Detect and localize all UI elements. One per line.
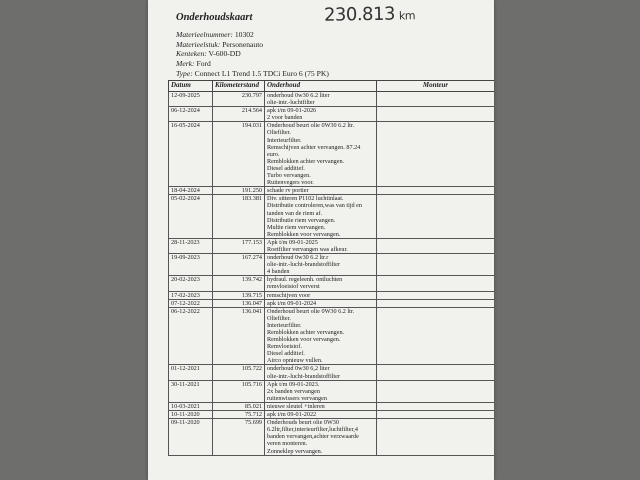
kenteken-value: V-600-DD bbox=[208, 49, 241, 59]
row-kilometerstand: 214.564 bbox=[213, 107, 265, 122]
materieelstuk-label: Materieelstuk: bbox=[176, 39, 221, 49]
onderhoud-line: Distributie controleren,was van tijd en bbox=[267, 202, 363, 210]
onderhoud-line: apk t/m 09-01-2022 bbox=[267, 411, 317, 419]
onderhoud-line: Apk t/m 09-01-2023. bbox=[267, 380, 320, 388]
onderhoud-line: 4 banden bbox=[267, 268, 290, 276]
row-monteur bbox=[377, 187, 495, 195]
onderhoud-line: 2 voor banden bbox=[267, 114, 303, 122]
row-onderhoud bbox=[265, 254, 377, 276]
row-onderhoud bbox=[265, 92, 377, 107]
type-value: Connect L1 Trend 1.5 TDCi Euro 6 (75 PK) bbox=[194, 68, 329, 78]
merk-row bbox=[176, 59, 329, 69]
row-date: 18-04-2024 bbox=[169, 187, 213, 195]
row-monteur bbox=[377, 365, 495, 380]
row-onderhoud bbox=[265, 187, 377, 195]
row-onderhoud bbox=[265, 107, 377, 122]
onderhoud-line: remschijven voor bbox=[267, 291, 311, 299]
table-row bbox=[169, 195, 495, 239]
table-row bbox=[169, 380, 495, 402]
row-onderhoud bbox=[265, 365, 377, 380]
row-kilometerstand: 105.716 bbox=[213, 380, 265, 402]
row-date: 06-12-2022 bbox=[169, 307, 213, 365]
table-row bbox=[169, 299, 495, 307]
row-kilometerstand: 75.712 bbox=[213, 411, 265, 419]
row-kilometerstand: 85.021 bbox=[213, 402, 265, 410]
onderhoud-line: Roetfilter vervangen was afkeur. bbox=[267, 245, 348, 253]
row-onderhoud bbox=[265, 238, 377, 253]
onderhoud-line: schade rv portier bbox=[267, 187, 309, 195]
onderhoud-line: euro. bbox=[267, 150, 280, 158]
onderhoud-line: olie-intr.-lucht-brandstoffilter bbox=[267, 261, 340, 269]
row-kilometerstand: 136.041 bbox=[213, 307, 265, 365]
kenteken-label: Kenteken: bbox=[176, 49, 207, 59]
table-header-row bbox=[169, 81, 495, 92]
onderhoud-line: hydraul. regeleenh. ontluchten bbox=[267, 276, 343, 284]
materieelnummer-value: 10302 bbox=[234, 30, 254, 39]
onderhoud-line: Ruitenvegers voor. bbox=[267, 179, 314, 187]
onderhoud-line: Turbo vervangen. bbox=[267, 172, 311, 180]
onderhoud-line: Remblokken achter vervangen. bbox=[267, 329, 345, 336]
table-row bbox=[169, 187, 495, 195]
row-date: 10-11-2020 bbox=[169, 411, 213, 419]
row-date: 17-02-2023 bbox=[169, 291, 213, 299]
onderhoud-line: remvloeistof ververst bbox=[267, 283, 320, 291]
row-monteur bbox=[377, 195, 495, 239]
onderhoud-line: Distributie riem vervangen. bbox=[267, 216, 336, 224]
row-date: 06-12-2024 bbox=[169, 107, 213, 122]
materieelnummer-row bbox=[176, 30, 329, 40]
merk-label: Merk: bbox=[176, 59, 195, 69]
onderhoud-line: Diesel additief. bbox=[267, 350, 305, 358]
row-kilometerstand: 139.715 bbox=[213, 291, 265, 299]
row-kilometerstand: 194.031 bbox=[213, 122, 265, 187]
row-onderhoud bbox=[265, 307, 377, 365]
row-date: 01-12-2021 bbox=[169, 365, 213, 380]
row-date: 07-12-2022 bbox=[169, 299, 213, 307]
materieelstuk-value: Personenauto bbox=[222, 39, 264, 49]
header-kilometerstand: Kilometerstand bbox=[213, 81, 265, 92]
row-onderhoud bbox=[265, 419, 377, 455]
row-monteur bbox=[377, 419, 495, 455]
materieelnummer-label: Materieelnummer: bbox=[176, 30, 233, 39]
onderhoud-line: Onderhoud beurt olie 0W30 6.2 ltr. bbox=[267, 122, 355, 130]
row-onderhoud bbox=[265, 195, 377, 239]
onderhoud-line: Remblokken voor vervangen. bbox=[267, 230, 341, 238]
row-monteur bbox=[377, 238, 495, 253]
header-monteur: Monteur bbox=[377, 81, 495, 92]
onderhoud-line: Oliefilter. bbox=[267, 129, 291, 137]
row-kilometerstand: 75.699 bbox=[213, 419, 265, 455]
onderhoud-line: olie-intr.-luchtfilter bbox=[267, 99, 315, 107]
onderhoud-line: banden vervangen,achter verzwaarde bbox=[267, 433, 359, 441]
row-monteur bbox=[377, 122, 495, 187]
row-date: 10-03-2021 bbox=[169, 402, 213, 410]
onderhoud-line: 2x banden vervangen bbox=[267, 387, 320, 395]
merk-value: Ford bbox=[196, 59, 211, 69]
row-onderhoud bbox=[265, 402, 377, 410]
table-row bbox=[169, 402, 495, 410]
row-date: 12-09-2025 bbox=[169, 92, 213, 107]
table-row bbox=[169, 419, 495, 455]
onderhoud-line: Zonneklep vervangen. bbox=[267, 447, 323, 455]
table-row bbox=[169, 238, 495, 253]
onderhoud-line: Apk t/m 09-01-2025 bbox=[267, 238, 318, 246]
type-row bbox=[176, 69, 329, 79]
document-title: Onderhoudskaart bbox=[176, 12, 253, 23]
header-datum: Datum bbox=[169, 81, 213, 92]
row-monteur bbox=[377, 291, 495, 299]
onderhoud-line: 6.2ltr,filter,interieurfilter,luchtfilter,4 bbox=[267, 426, 358, 434]
row-monteur bbox=[377, 299, 495, 307]
row-onderhoud bbox=[265, 299, 377, 307]
row-onderhoud bbox=[265, 122, 377, 187]
onderhoud-line: onderhoud 0w30 6.2 ltr.r bbox=[267, 254, 329, 262]
row-monteur bbox=[377, 92, 495, 107]
row-kilometerstand: 139.742 bbox=[213, 276, 265, 291]
onderhoud-line: Remblokken voor vervangen. bbox=[267, 336, 341, 344]
table-row bbox=[169, 291, 495, 299]
row-date: 16-05-2024 bbox=[169, 122, 213, 187]
row-monteur bbox=[377, 402, 495, 410]
row-kilometerstand: 183.381 bbox=[213, 195, 265, 239]
onderhoud-line: Onderhoud beurt olie 0W30 6.2 ltr. bbox=[267, 307, 355, 315]
vehicle-details bbox=[176, 30, 329, 79]
onderhoud-line: ruitenwissers vervangen bbox=[267, 394, 327, 402]
header-onderhoud: Onderhoud bbox=[265, 81, 377, 92]
row-monteur bbox=[377, 107, 495, 122]
table-row bbox=[169, 122, 495, 187]
table-row bbox=[169, 411, 495, 419]
handwritten-km-value: 230.813 bbox=[323, 3, 396, 26]
type-label: Type: bbox=[176, 68, 193, 78]
maintenance-log-body bbox=[169, 92, 495, 456]
onderhoud-line: tanden van de riem af. bbox=[267, 209, 323, 217]
table-row bbox=[169, 254, 495, 276]
row-monteur bbox=[377, 411, 495, 419]
row-monteur bbox=[377, 380, 495, 402]
onderhoud-line: Multie riem vervangen. bbox=[267, 223, 326, 231]
row-onderhoud bbox=[265, 291, 377, 299]
handwritten-odometer-note bbox=[324, 3, 415, 26]
row-date: 28-11-2023 bbox=[169, 238, 213, 253]
row-kilometerstand: 177.153 bbox=[213, 238, 265, 253]
table-row bbox=[169, 307, 495, 365]
table-row bbox=[169, 365, 495, 380]
row-kilometerstand: 191.250 bbox=[213, 187, 265, 195]
onderhoud-line: Remblokken achter vervangen. bbox=[267, 157, 345, 165]
row-date: 20-02-2023 bbox=[169, 276, 213, 291]
row-date: 19-09-2023 bbox=[169, 254, 213, 276]
kenteken-row bbox=[176, 49, 329, 59]
row-kilometerstand: 136.047 bbox=[213, 299, 265, 307]
row-monteur bbox=[377, 254, 495, 276]
materieelstuk-row bbox=[176, 40, 329, 50]
onderhoud-line: onderhoud 0w30 6.2 liter bbox=[267, 92, 330, 99]
maintenance-log-table bbox=[168, 80, 494, 456]
onderhoud-line: veren monteren. bbox=[267, 440, 308, 448]
row-kilometerstand: 167.274 bbox=[213, 254, 265, 276]
row-date: 30-11-2021 bbox=[169, 380, 213, 402]
row-monteur bbox=[377, 307, 495, 365]
table-row bbox=[169, 276, 495, 291]
table-row bbox=[169, 107, 495, 122]
onderhoud-line: onderhoud 0w30 6,2 liter bbox=[267, 365, 330, 373]
onderhoud-line: Onderhouds beurt olie 0W30 bbox=[267, 419, 339, 427]
onderhoud-line: Interieurfilter. bbox=[267, 136, 302, 144]
row-onderhoud bbox=[265, 411, 377, 419]
row-onderhoud bbox=[265, 380, 377, 402]
row-kilometerstand: 230.797 bbox=[213, 92, 265, 107]
onderhoud-line: nieuwe sleutel +inleren bbox=[267, 402, 325, 410]
onderhoud-line: Airco opnieuw vullen. bbox=[267, 357, 323, 365]
onderhoud-line: Remvloeistof. bbox=[267, 343, 302, 351]
row-monteur bbox=[377, 276, 495, 291]
onderhoud-line: apk t/m 09-01-2026 bbox=[267, 107, 317, 115]
onderhoud-line: Interieurfilter. bbox=[267, 321, 302, 329]
onderhoud-line: apk t/m 09-01-2024 bbox=[267, 299, 317, 307]
handwritten-km-unit: km bbox=[398, 9, 416, 23]
onderhoud-line: Div. sitteren P1102 luchtinlaat. bbox=[267, 195, 344, 203]
onderhoud-line: Remschijven achter vervangen. 87.24 bbox=[267, 143, 361, 151]
row-date: 09-11-2020 bbox=[169, 419, 213, 455]
row-kilometerstand: 105.722 bbox=[213, 365, 265, 380]
onderhoud-line: Diesel additief. bbox=[267, 164, 305, 172]
table-row bbox=[169, 92, 495, 107]
maintenance-card-paper bbox=[148, 0, 494, 480]
row-date: 05-02-2024 bbox=[169, 195, 213, 239]
onderhoud-line: Oliefilter. bbox=[267, 314, 291, 322]
row-onderhoud bbox=[265, 276, 377, 291]
onderhoud-line: olie-intr.-lucht-brandstoffilter bbox=[267, 372, 340, 380]
